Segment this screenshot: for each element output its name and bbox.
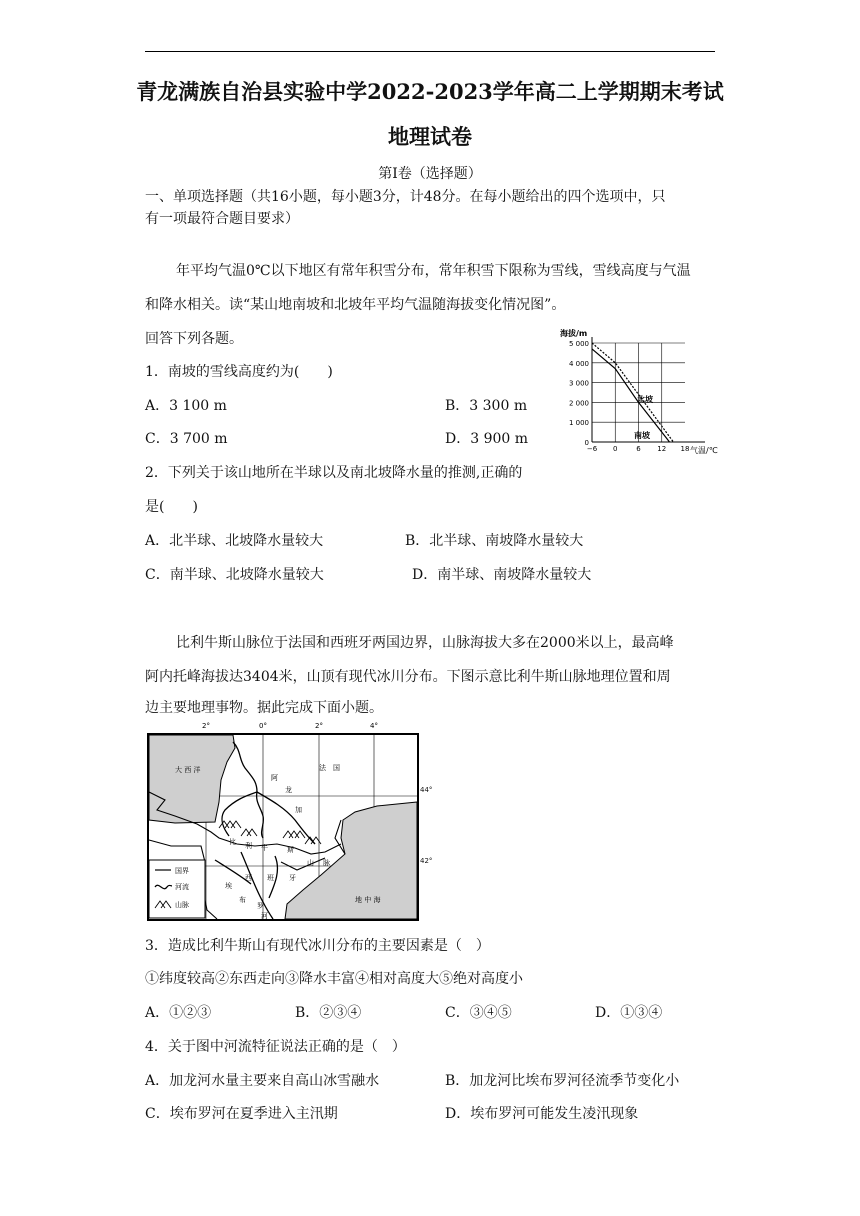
spain-label-1: 西: [245, 874, 252, 882]
chart-x-tick-label: 0: [613, 445, 618, 453]
exam-subtitle: 地理试卷: [388, 124, 472, 149]
garonne-label-1: 阿: [271, 774, 278, 782]
q1-option-d[interactable]: D．3 900 m: [445, 431, 529, 447]
top-rule: [145, 51, 715, 52]
chart-ylabel: 海拔/m: [560, 329, 588, 338]
france-label: 法 国: [319, 764, 340, 772]
lon-label-4: 4°: [370, 722, 378, 730]
legend-river-label: 河流: [175, 883, 189, 891]
q2-option-b[interactable]: B．北半球、南坡降水量较大: [405, 533, 584, 549]
chart-label-north: 北坡: [637, 395, 653, 404]
chart-y-tick-label: 5 000: [568, 340, 589, 348]
chart-y-tick-label: 3 000: [568, 379, 589, 388]
q2-stem-line2: 是( ): [145, 499, 198, 515]
med-label: 地 中 海: [355, 896, 381, 904]
q1-option-b[interactable]: B．3 300 m: [445, 398, 528, 414]
passage2-line1: 比利牛斯山脉位于法国和西班牙两国边界，山脉海拔大多在2000米以上，最高峰: [176, 635, 674, 651]
q4-stem: 4．关于图中河流特征说法正确的是（ ）: [145, 1039, 406, 1055]
q2-option-d[interactable]: D．南半球、南坡降水量较大: [412, 567, 592, 583]
q4-option-b[interactable]: B．加龙河比埃布罗河径流季节变化小: [445, 1073, 680, 1089]
legend-border-label: 国界: [175, 867, 189, 875]
chart-x-tick-label: 12: [657, 445, 667, 453]
chart-x-tick-label: −6: [586, 445, 598, 453]
lat-42-label: 42°: [420, 857, 433, 865]
chart-y-ticks: [569, 340, 589, 447]
q3-factors: ①纬度较高②东西走向③降水丰富④相对高度大⑤绝对高度小: [145, 971, 523, 987]
pyrenees-map: [145, 720, 420, 925]
chart-y-tick-label: 0: [584, 439, 589, 447]
q1-stem: 1．南坡的雪线高度约为( ): [145, 364, 333, 380]
instructions-line2: 有一项最符合题目要求）: [145, 211, 299, 227]
chart-y-tick-label: 2 000: [568, 399, 589, 408]
passage1-line1: 年平均气温0℃以下地区有常年积雪分布，常年积雪下限称为雪线，雪线高度与气温: [176, 263, 691, 279]
chart-x-tick-label: 18: [680, 445, 690, 453]
lat-44-label: 44°: [420, 786, 433, 794]
q1-option-c[interactable]: C．3 700 m: [145, 431, 228, 447]
garonne-label-2: 龙: [285, 786, 292, 794]
q4-option-a[interactable]: A．加龙河水量主要来自高山冰雪融水: [145, 1073, 380, 1089]
chart-grid: [592, 337, 705, 442]
ebro-label-3: 罗: [257, 902, 264, 910]
passage2-line2: 阿内托峰海拔达3404米，山顶有现代冰川分布。下图示意比利牛斯山脉地理位置和周: [145, 669, 671, 685]
map-legend: [149, 860, 205, 918]
atlantic-label: 大 西 洋: [175, 766, 201, 774]
chart-x-ticks: [587, 445, 690, 453]
passage2-line3: 边主要地理事物。据此完成下面小题。: [145, 700, 383, 716]
garonne-label-3: 加: [295, 806, 302, 814]
pyrenees-label-5: 山: [307, 859, 314, 867]
legend-mountain-label: 山脉: [175, 901, 189, 909]
exam-title: 青龙满族自治县实验中学2022-2023学年高二上学期期末考试: [136, 79, 724, 104]
lon-label-2: 0°: [259, 722, 267, 730]
q2-option-a[interactable]: A．北半球、北坡降水量较大: [145, 533, 324, 549]
pyrenees-label-3: 牛: [261, 844, 268, 852]
passage1-line3: 回答下列各题。: [145, 331, 243, 347]
q3-option-a[interactable]: A．①②③: [145, 1005, 212, 1021]
instructions-line1: 一、单项选择题（共16小题，每小题3分，计48分。在每小题给出的四个选项中，只: [145, 189, 666, 205]
lon-label-1: 2°: [202, 722, 210, 730]
q1-option-a[interactable]: A．3 100 m: [145, 398, 227, 414]
q4-option-c[interactable]: C．埃布罗河在夏季进入主汛期: [145, 1106, 338, 1122]
pyrenees-label-2: 利: [245, 842, 252, 850]
pyrenees-label-6: 脉: [323, 859, 330, 867]
ebro-label-2: 布: [239, 896, 246, 904]
lon-label-3: 2°: [315, 722, 323, 730]
ebro-label-4: 河: [261, 912, 268, 920]
spain-label-3: 牙: [289, 874, 296, 882]
spain-label-2: 班: [267, 874, 274, 882]
chart-xlabel: 气温/℃: [690, 446, 718, 455]
chart-y-tick-label: 1 000: [568, 419, 589, 428]
altitude-temperature-chart: [540, 325, 722, 460]
chart-series: [592, 343, 673, 442]
q3-option-c[interactable]: C．③④⑤: [445, 1005, 512, 1021]
chart-label-south: 南坡: [634, 431, 650, 440]
q3-option-d[interactable]: D．①③④: [595, 1005, 663, 1021]
pyrenees-label-4: 斯: [287, 846, 294, 854]
chart-series-line-north: [592, 343, 673, 442]
pyrenees-label-1: 比: [229, 838, 236, 846]
q3-option-b[interactable]: B．②③④: [295, 1005, 362, 1021]
section-heading: 第I卷（选择题）: [378, 166, 482, 182]
ebro-label-1: 埃: [225, 882, 232, 890]
chart-x-tick-label: 6: [636, 445, 641, 453]
q3-stem: 3．造成比利牛斯山有现代冰川分布的主要因素是（ ）: [145, 938, 490, 954]
chart-y-tick-label: 4 000: [568, 359, 589, 368]
passage1-line2: 和降水相关。读“某山地南坡和北坡年平均气温随海拔变化情况图”。: [145, 297, 566, 313]
q2-option-c[interactable]: C．南半球、北坡降水量较大: [145, 567, 324, 583]
q4-option-d[interactable]: D．埃布罗河可能发生凌汛现象: [445, 1106, 639, 1122]
q2-stem-line1: 2．下列关于该山地所在半球以及南北坡降水量的推测,正确的: [145, 465, 523, 481]
